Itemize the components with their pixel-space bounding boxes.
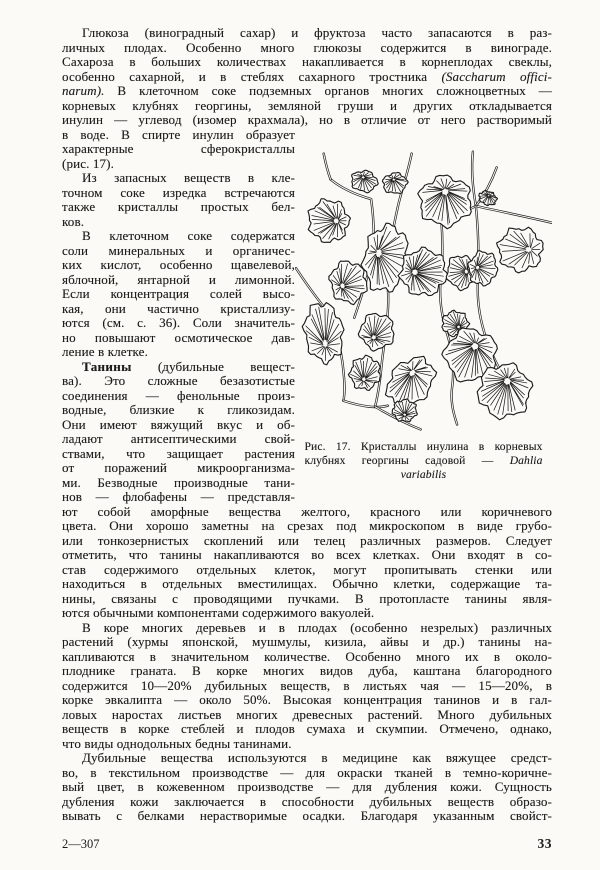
intro-paragraph: [62, 26, 552, 128]
text-line: narum). В клеточном соке подземных органов многих сложноцветных —: [62, 84, 552, 98]
body-text: [62, 505, 552, 824]
text-line: от поражений микроорганизма-: [62, 461, 295, 475]
text-line: ются (см. с. 36). Соли значитель-: [62, 316, 295, 330]
text-line: Танины (дубильные вещест-: [82, 359, 295, 374]
text-line: цвета. Они хорошо заметны на срезах под микроскопом в виде грубо-: [62, 519, 552, 533]
text-line: вый цвет, в кожевенном производстве — для дубления кожи. Сущность: [62, 780, 552, 794]
text-line: инулин — углевод (изомер крахмала), но в отличие от него растворимый: [62, 113, 552, 127]
text-line: соединения — фенольные произ-: [62, 388, 295, 403]
page-number: 33: [537, 835, 552, 851]
text-line: или тонкозернистых скоплений или телец различных размеров. Следует: [62, 533, 552, 548]
text-line: став содержимого отдельных клеток, могут пропитывать стенки или: [62, 562, 552, 577]
middle-section: [62, 128, 552, 505]
text-line: личных плодах. Особенно много глюкозы содержится в винограде.: [62, 40, 552, 55]
text-line: Сахароза в больших количествах накапливается в корнеплодах свеклы,: [62, 55, 552, 69]
text-line: ление в клетке.: [62, 345, 148, 359]
text-line: яблочной, янтарной и лимонной.: [62, 272, 295, 287]
text-line: ми. Безводные производные тани-: [62, 475, 295, 490]
text-line: ладают антисептическими свой-: [62, 432, 295, 446]
text-line: капливаются в значительном количестве. Особенно много их в около-: [62, 649, 552, 664]
text-line: В клеточном соке содержатся: [82, 229, 295, 243]
page-footer: [62, 836, 552, 852]
text-line: плоднике граната. В корке многих видов дуба, каштана благородного: [62, 664, 552, 678]
text-line: ких кислот, особенно щавелевой,: [62, 258, 295, 272]
text-line: ва). Это сложные безазотистые: [62, 374, 295, 388]
text-line: кая, они частично кристаллизу-: [62, 301, 295, 316]
text-line: точном соке изредка встречаются: [62, 185, 295, 200]
text-line: находиться в отдельных вместилищах. Обычно клетки, содержащие та-: [62, 577, 552, 591]
figure-17-illustration: [295, 150, 552, 434]
text-line: корке эвкалипта — около 50%. Высокая концентрация танинов и в гал-: [62, 693, 552, 707]
text-line: (рис. 17).: [62, 156, 115, 171]
text-line: особенно сахарной, и в стеблях сахарного тростника (Saccharum offici-: [62, 69, 552, 84]
figure-17: [295, 128, 552, 505]
text-line: вывать с белками нерастворимые осадки. Благодаря указанным свойст-: [62, 809, 552, 823]
text-line: содержится 10—20% дубильных веществ, в листьях чая — 15—20%, в: [62, 678, 552, 693]
text-line: Дубильные вещества используются в медицине как вяжущее средст-: [82, 751, 552, 765]
text-line: Рис. 17. Кристаллы инулина в корневых: [304, 439, 543, 453]
text-line: в воде. В спирте инулин образует: [62, 127, 295, 142]
text-line: нины, связаны с проводящими пучками. В протопласте танины явля-: [62, 591, 552, 606]
text-line: ствами, что защищает растения: [62, 446, 295, 461]
left-text-column: [62, 128, 295, 505]
text-line: отметить, что танины накапливаются во всех клетках. Они входят в со-: [62, 548, 552, 562]
text-line: веществ в корке стеблей и плодов сумаха и скумпии. Отмечено, однако,: [62, 722, 552, 736]
text-line: Если концентрация солей высо-: [62, 287, 295, 301]
text-line: что виды однодольных бедны танинами.: [62, 736, 292, 751]
text-line: Они имеют вяжущий вкус и об-: [62, 417, 295, 432]
text-line: водные, близкие к гликозидам.: [62, 403, 295, 417]
text-line: Глюкоза (виноградный сахар) и фруктоза часто запасаются в раз-: [82, 26, 552, 40]
text-line: ловых наростах листьев многих древесных растений. Много дубильных: [62, 707, 552, 722]
text-line: также кристаллы простых бел-: [62, 200, 295, 214]
text-line: во, в текстильном производстве — для окраски тканей в темно-коричне-: [62, 765, 552, 780]
text-line: клубнях георгины садовой — Dahlia: [304, 453, 543, 467]
text-line: ков.: [62, 214, 85, 229]
text-line: нов — флобафены — представля-: [62, 490, 295, 504]
text-line: характерные сферокристаллы: [62, 142, 295, 156]
text-line: корневых клубнях георгины, земляной груши и других откладывается: [62, 98, 552, 113]
text-line: но повышают осмотическое дав-: [62, 330, 295, 345]
text-line: ются обычными компонентами содержимого вакуолей.: [62, 606, 375, 620]
text-line: В коре многих деревьев и в плодах (особенно незрелых) различных: [82, 620, 552, 635]
text-line: Из запасных веществ в кле-: [82, 171, 295, 185]
text-line: variabilis: [400, 467, 447, 481]
text-line: дубления кожи заключается в способности дубильных веществ образо-: [62, 794, 552, 809]
text-line: соли минеральных и органичес-: [62, 243, 295, 258]
print-signature: 2—307: [62, 836, 100, 851]
figure-17-caption: [305, 440, 543, 482]
text-line: растений (хурмы японской, мушмулы, кизила, айвы и др.) танины на-: [62, 635, 552, 649]
text-line: ют собой аморфные вещества желтого, красного или коричневого: [62, 504, 552, 519]
